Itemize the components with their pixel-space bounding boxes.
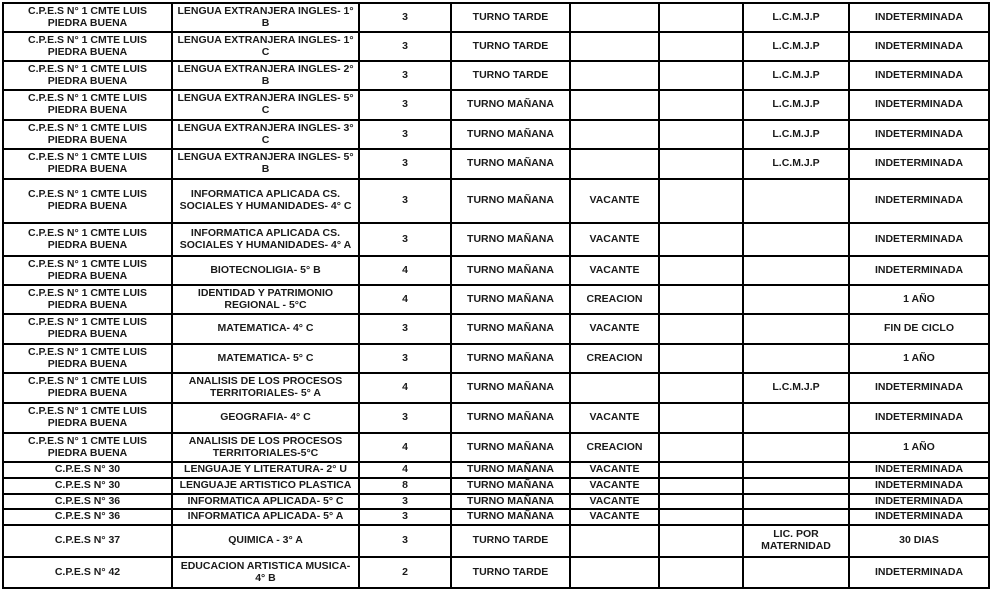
cell-license (743, 494, 849, 510)
cell-hours: 3 (359, 509, 451, 525)
cell-subject: BIOTECNOLIGIA- 5° B (172, 256, 359, 285)
cell-school: C.P.E.S N° 1 CMTE LUIS PIEDRA BUENA (3, 120, 172, 149)
cell-extra (659, 256, 743, 285)
cell-duration: INDETERMINADA (849, 494, 989, 510)
cell-hours: 4 (359, 256, 451, 285)
cell-hours: 3 (359, 403, 451, 433)
cell-subject: IDENTIDAD Y PATRIMONIO REGIONAL - 5°C (172, 285, 359, 314)
cell-shift: TURNO TARDE (451, 525, 570, 557)
cell-shift: TURNO MAÑANA (451, 179, 570, 223)
cell-shift: TURNO MAÑANA (451, 494, 570, 510)
cell-shift: TURNO MAÑANA (451, 462, 570, 478)
cell-license (743, 223, 849, 256)
cell-extra (659, 403, 743, 433)
cell-extra (659, 433, 743, 462)
cell-subject: ANALISIS DE LOS PROCESOS TERRITORIALES-5°C (172, 433, 359, 462)
cell-license (743, 433, 849, 462)
cell-duration: INDETERMINADA (849, 373, 989, 403)
cell-license: L.C.M.J.P (743, 32, 849, 61)
cell-status (570, 120, 659, 149)
cell-extra (659, 478, 743, 494)
cell-subject: LENGUA EXTRANJERA INGLES- 5° B (172, 149, 359, 179)
cell-duration: INDETERMINADA (849, 403, 989, 433)
vacancies-table (2, 2, 990, 589)
cell-hours: 4 (359, 462, 451, 478)
cell-extra (659, 494, 743, 510)
cell-status (570, 525, 659, 557)
cell-duration: INDETERMINADA (849, 256, 989, 285)
cell-duration: 1 AÑO (849, 344, 989, 373)
cell-license (743, 285, 849, 314)
cell-license (743, 179, 849, 223)
cell-extra (659, 373, 743, 403)
cell-extra (659, 61, 743, 90)
cell-extra (659, 557, 743, 588)
cell-license: L.C.M.J.P (743, 149, 849, 179)
cell-extra (659, 525, 743, 557)
cell-subject: LENGUA EXTRANJERA INGLES- 3° C (172, 120, 359, 149)
cell-shift: TURNO TARDE (451, 557, 570, 588)
cell-school: C.P.E.S N° 1 CMTE LUIS PIEDRA BUENA (3, 256, 172, 285)
cell-extra (659, 223, 743, 256)
cell-duration: 30 DIAS (849, 525, 989, 557)
cell-subject: LENGUA EXTRANJERA INGLES- 2° B (172, 61, 359, 90)
cell-shift: TURNO MAÑANA (451, 433, 570, 462)
cell-school: C.P.E.S N° 1 CMTE LUIS PIEDRA BUENA (3, 403, 172, 433)
cell-shift: TURNO MAÑANA (451, 403, 570, 433)
cell-duration: INDETERMINADA (849, 462, 989, 478)
cell-duration: 1 AÑO (849, 285, 989, 314)
cell-duration: INDETERMINADA (849, 3, 989, 32)
cell-hours: 3 (359, 525, 451, 557)
cell-hours: 3 (359, 179, 451, 223)
cell-duration: INDETERMINADA (849, 509, 989, 525)
cell-school: C.P.E.S N° 1 CMTE LUIS PIEDRA BUENA (3, 373, 172, 403)
table-row (3, 3, 989, 32)
table-row (3, 525, 989, 557)
table-row (3, 509, 989, 525)
cell-shift: TURNO TARDE (451, 61, 570, 90)
cell-subject: MATEMATICA- 5° C (172, 344, 359, 373)
cell-hours: 3 (359, 223, 451, 256)
cell-shift: TURNO TARDE (451, 32, 570, 61)
cell-status (570, 90, 659, 120)
cell-extra (659, 149, 743, 179)
cell-license (743, 462, 849, 478)
cell-school: C.P.E.S N° 1 CMTE LUIS PIEDRA BUENA (3, 61, 172, 90)
cell-hours: 3 (359, 149, 451, 179)
cell-school: C.P.E.S N° 36 (3, 494, 172, 510)
cell-license: LIC. POR MATERNIDAD (743, 525, 849, 557)
cell-extra (659, 32, 743, 61)
table-row (3, 285, 989, 314)
cell-duration: INDETERMINADA (849, 61, 989, 90)
cell-hours: 3 (359, 120, 451, 149)
cell-subject: LENGUA EXTRANJERA INGLES- 5° C (172, 90, 359, 120)
table-row (3, 478, 989, 494)
cell-subject: LENGUA EXTRANJERA INGLES- 1° C (172, 32, 359, 61)
cell-school: C.P.E.S N° 42 (3, 557, 172, 588)
cell-shift: TURNO TARDE (451, 3, 570, 32)
cell-license: L.C.M.J.P (743, 120, 849, 149)
cell-duration: INDETERMINADA (849, 478, 989, 494)
cell-status: CREACION (570, 344, 659, 373)
cell-subject: LENGUA EXTRANJERA INGLES- 1° B (172, 3, 359, 32)
cell-hours: 4 (359, 285, 451, 314)
cell-school: C.P.E.S N° 1 CMTE LUIS PIEDRA BUENA (3, 149, 172, 179)
cell-school: C.P.E.S N° 30 (3, 462, 172, 478)
cell-subject: QUIMICA - 3° A (172, 525, 359, 557)
cell-status: CREACION (570, 433, 659, 462)
cell-subject: INFORMATICA APLICADA CS. SOCIALES Y HUMANIDADES- 4° A (172, 223, 359, 256)
cell-duration: INDETERMINADA (849, 179, 989, 223)
cell-status (570, 373, 659, 403)
cell-extra (659, 285, 743, 314)
cell-status: VACANTE (570, 494, 659, 510)
cell-subject: EDUCACION ARTISTICA MUSICA- 4° B (172, 557, 359, 588)
cell-subject: INFORMATICA APLICADA CS. SOCIALES Y HUMANIDADES- 4° C (172, 179, 359, 223)
cell-hours: 3 (359, 90, 451, 120)
cell-subject: INFORMATICA APLICADA- 5° A (172, 509, 359, 525)
table-row (3, 373, 989, 403)
cell-hours: 3 (359, 3, 451, 32)
cell-shift: TURNO MAÑANA (451, 509, 570, 525)
cell-status: VACANTE (570, 314, 659, 344)
cell-extra (659, 179, 743, 223)
cell-duration: INDETERMINADA (849, 120, 989, 149)
cell-duration: INDETERMINADA (849, 90, 989, 120)
cell-school: C.P.E.S N° 36 (3, 509, 172, 525)
cell-shift: TURNO MAÑANA (451, 314, 570, 344)
cell-hours: 4 (359, 373, 451, 403)
cell-duration: FIN DE CICLO (849, 314, 989, 344)
cell-shift: TURNO MAÑANA (451, 285, 570, 314)
cell-duration: INDETERMINADA (849, 32, 989, 61)
cell-shift: TURNO MAÑANA (451, 149, 570, 179)
cell-hours: 4 (359, 433, 451, 462)
cell-school: C.P.E.S N° 1 CMTE LUIS PIEDRA BUENA (3, 433, 172, 462)
cell-subject: ANALISIS DE LOS PROCESOS TERRITORIALES- 5° A (172, 373, 359, 403)
cell-hours: 8 (359, 478, 451, 494)
cell-school: C.P.E.S N° 1 CMTE LUIS PIEDRA BUENA (3, 344, 172, 373)
cell-school: C.P.E.S N° 1 CMTE LUIS PIEDRA BUENA (3, 3, 172, 32)
table-row (3, 120, 989, 149)
cell-status (570, 61, 659, 90)
table-row (3, 314, 989, 344)
cell-status (570, 557, 659, 588)
cell-status: VACANTE (570, 256, 659, 285)
cell-school: C.P.E.S N° 1 CMTE LUIS PIEDRA BUENA (3, 314, 172, 344)
cell-hours: 3 (359, 61, 451, 90)
table-row (3, 223, 989, 256)
cell-school: C.P.E.S N° 1 CMTE LUIS PIEDRA BUENA (3, 32, 172, 61)
cell-subject: LENGUAJE Y LITERATURA- 2° U (172, 462, 359, 478)
cell-shift: TURNO MAÑANA (451, 223, 570, 256)
cell-shift: TURNO MAÑANA (451, 120, 570, 149)
cell-shift: TURNO MAÑANA (451, 478, 570, 494)
cell-shift: TURNO MAÑANA (451, 90, 570, 120)
cell-shift: TURNO MAÑANA (451, 373, 570, 403)
cell-extra (659, 314, 743, 344)
cell-license (743, 478, 849, 494)
table-row (3, 179, 989, 223)
cell-school: C.P.E.S N° 30 (3, 478, 172, 494)
table-row (3, 344, 989, 373)
cell-school: C.P.E.S N° 1 CMTE LUIS PIEDRA BUENA (3, 223, 172, 256)
cell-license (743, 403, 849, 433)
cell-hours: 3 (359, 344, 451, 373)
cell-status (570, 3, 659, 32)
cell-status: VACANTE (570, 478, 659, 494)
cell-extra (659, 344, 743, 373)
table-row (3, 433, 989, 462)
cell-license (743, 557, 849, 588)
table-row (3, 494, 989, 510)
cell-extra (659, 120, 743, 149)
cell-status: VACANTE (570, 179, 659, 223)
cell-extra (659, 3, 743, 32)
cell-hours: 2 (359, 557, 451, 588)
cell-shift: TURNO MAÑANA (451, 256, 570, 285)
cell-status: VACANTE (570, 509, 659, 525)
cell-school: C.P.E.S N° 37 (3, 525, 172, 557)
cell-status: CREACION (570, 285, 659, 314)
cell-duration: INDETERMINADA (849, 557, 989, 588)
cell-subject: INFORMATICA APLICADA- 5° C (172, 494, 359, 510)
cell-license: L.C.M.J.P (743, 373, 849, 403)
cell-status (570, 32, 659, 61)
cell-license (743, 344, 849, 373)
cell-license (743, 509, 849, 525)
cell-status: VACANTE (570, 223, 659, 256)
cell-status: VACANTE (570, 403, 659, 433)
cell-duration: 1 AÑO (849, 433, 989, 462)
cell-school: C.P.E.S N° 1 CMTE LUIS PIEDRA BUENA (3, 90, 172, 120)
cell-extra (659, 90, 743, 120)
cell-subject: MATEMATICA- 4° C (172, 314, 359, 344)
cell-status: VACANTE (570, 462, 659, 478)
cell-school: C.P.E.S N° 1 CMTE LUIS PIEDRA BUENA (3, 179, 172, 223)
cell-hours: 3 (359, 494, 451, 510)
table-body (3, 3, 989, 588)
cell-license (743, 256, 849, 285)
document-page (0, 2, 996, 593)
cell-shift: TURNO MAÑANA (451, 344, 570, 373)
cell-extra (659, 462, 743, 478)
cell-license: L.C.M.J.P (743, 3, 849, 32)
table-row (3, 256, 989, 285)
table-row (3, 90, 989, 120)
cell-hours: 3 (359, 314, 451, 344)
cell-duration: INDETERMINADA (849, 223, 989, 256)
cell-status (570, 149, 659, 179)
cell-license: L.C.M.J.P (743, 61, 849, 90)
cell-hours: 3 (359, 32, 451, 61)
table-row (3, 403, 989, 433)
cell-subject: LENGUAJE ARTISTICO PLASTICA (172, 478, 359, 494)
cell-duration: INDETERMINADA (849, 149, 989, 179)
cell-subject: GEOGRAFIA- 4° C (172, 403, 359, 433)
table-row (3, 462, 989, 478)
table-row (3, 61, 989, 90)
cell-license: L.C.M.J.P (743, 90, 849, 120)
table-row (3, 149, 989, 179)
table-row (3, 32, 989, 61)
table-row (3, 557, 989, 588)
cell-school: C.P.E.S N° 1 CMTE LUIS PIEDRA BUENA (3, 285, 172, 314)
cell-license (743, 314, 849, 344)
cell-extra (659, 509, 743, 525)
